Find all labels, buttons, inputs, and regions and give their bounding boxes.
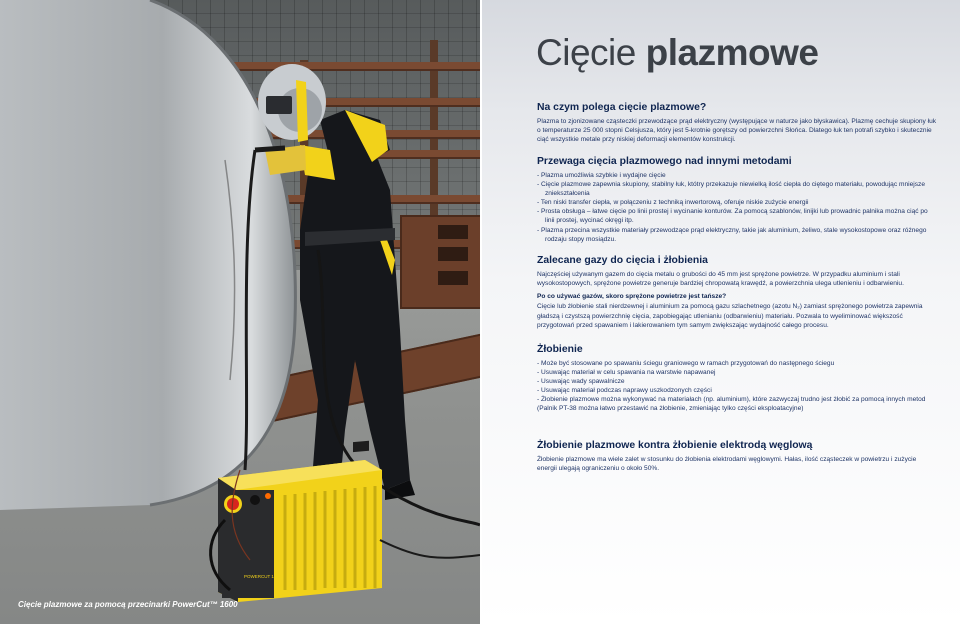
section-gouging xyxy=(537,344,937,414)
section-vs-carbon xyxy=(537,440,937,473)
list-item: - Może być stosowane po spawaniu ściegu graniowego w ramach przygotowań do następnego ściegu xyxy=(537,360,835,367)
section-text: Plazma to zjonizowane cząsteczki przewodzące prąd elektryczny (występujące w naturze jako błyskawica). Plazmę cechuje skupiony łuk o temperaturze 25 000 stopni Celsjusza, który jest 5-krotnie gorętszy od powierzchni Słońca. Dlatego łuk ten potrafi szybko i skutecznie ciąć wszystkie metale przy niskiej deformacji elementów konstrukcji. xyxy=(537,118,937,144)
current-knob xyxy=(250,495,260,505)
machine-model-label: POWERCUT 1600 xyxy=(244,574,282,579)
section-heading: Żłobienie xyxy=(537,344,583,355)
section-gases xyxy=(537,255,937,330)
section-heading: Żłobienie plazmowe kontra żłobienie elektrodą węglową xyxy=(537,440,813,451)
section-what-is xyxy=(537,102,937,145)
gouging-list xyxy=(537,359,937,404)
section-heading: Zalecane gazy do cięcia i żłobienia xyxy=(537,255,708,266)
list-item: - Usuwając materiał podczas naprawy uszkodzonych części xyxy=(537,387,712,395)
gouging-note: (Palnik PT-38 można łatwo przestawić na żłobienie, zmieniając tylko części eksploatacyjne) xyxy=(537,405,804,413)
power-cable xyxy=(380,540,480,558)
list-item: - Usuwając materiał w celu spawania na warstwie napawanej xyxy=(537,369,716,377)
title-light: Cięcie xyxy=(536,32,636,73)
section-heading: Na czym polega cięcie plazmowe? xyxy=(537,102,707,113)
section-advantage xyxy=(537,156,937,244)
section-text: Najczęściej używanym gazem do cięcia metalu o grubości do 45 mm jest sprężone powietrze. W przypadku aluminium i stali wysokostopowych, sprężone powietrze generuje bardziej chropowatą krawędź, a powierzchnia ulega utlenieniu i odbarwieniu. xyxy=(537,271,904,288)
list-item: - Usuwając wady spawalnicze xyxy=(537,378,625,386)
list-item: - Plazma przecina wszystkie materiały przewodzące prąd elektryczny, takie jak aluminium, żeliwo, stale wysokostopowe oraz różnego rodzaju stopy mosiądzu. xyxy=(537,226,927,243)
photo-caption: Cięcie plazmowe za pomocą przecinarki PowerCut™ 1600 xyxy=(18,600,238,609)
section-subheading: Po co używać gazów, skoro sprężone powietrze jest tańsze? xyxy=(537,293,727,301)
section-text: Żłobienie plazmowe ma wiele zalet w stosunku do żłobienia elektrodami węglowymi. Hałas, ilość cząsteczek w powietrzu i zużycie energii ulegają ograniczeniu o około 50%. xyxy=(537,456,917,473)
advantage-list xyxy=(537,171,937,244)
list-item: - Prosta obsługa – łatwe cięcie po linii prostej i wycinanie konturów. Za pomocą szablonów, linijki lub prowadnic palnika można ciąć po linii prostej, wycinać okręgi itp. xyxy=(537,208,928,225)
page-title xyxy=(536,32,818,74)
steel-pipe xyxy=(0,0,295,510)
machine-brand-label: ESAB xyxy=(355,477,372,483)
section-heading: Przewaga cięcia plazmowego nad innymi metodami xyxy=(537,156,792,167)
list-item: - Żłobienie plazmowe można wykonywać na materiałach (np. aluminium), które zazwyczaj trudno jest żłobić za pomocą innych metod xyxy=(537,396,926,404)
section-subtext: Cięcie lub żłobienie stali nierdzewnej i aluminium za pomocą gazu szlachetnego (azotu N₂) zamiast sprężonego powietrza zapewnia gładszą i czystszą powierzchnię cięcia, zapobiegając utlenianiu (odbarwieniu) materiału. Pozwala to wyeliminować większość przygotowań przed spawaniem i lakierowaniem tym samym zwiększając wydajność całego procesu. xyxy=(537,303,923,329)
title-bold: plazmowe xyxy=(645,32,819,73)
list-item: - Ten niski transfer ciepła, w połączeniu z techniką inwertorową, oferuje niskie zużycie energii xyxy=(537,199,809,207)
list-item: - Cięcie plazmowe zapewnia skupiony, stabilny łuk, któtry przekazuje niewielką ilość ciepła do ciętego materiału, powodując mniejsze zniekształcenia xyxy=(537,181,925,198)
list-item: - Plazma umożliwia szybkie i wydajne cięcie xyxy=(537,172,666,179)
